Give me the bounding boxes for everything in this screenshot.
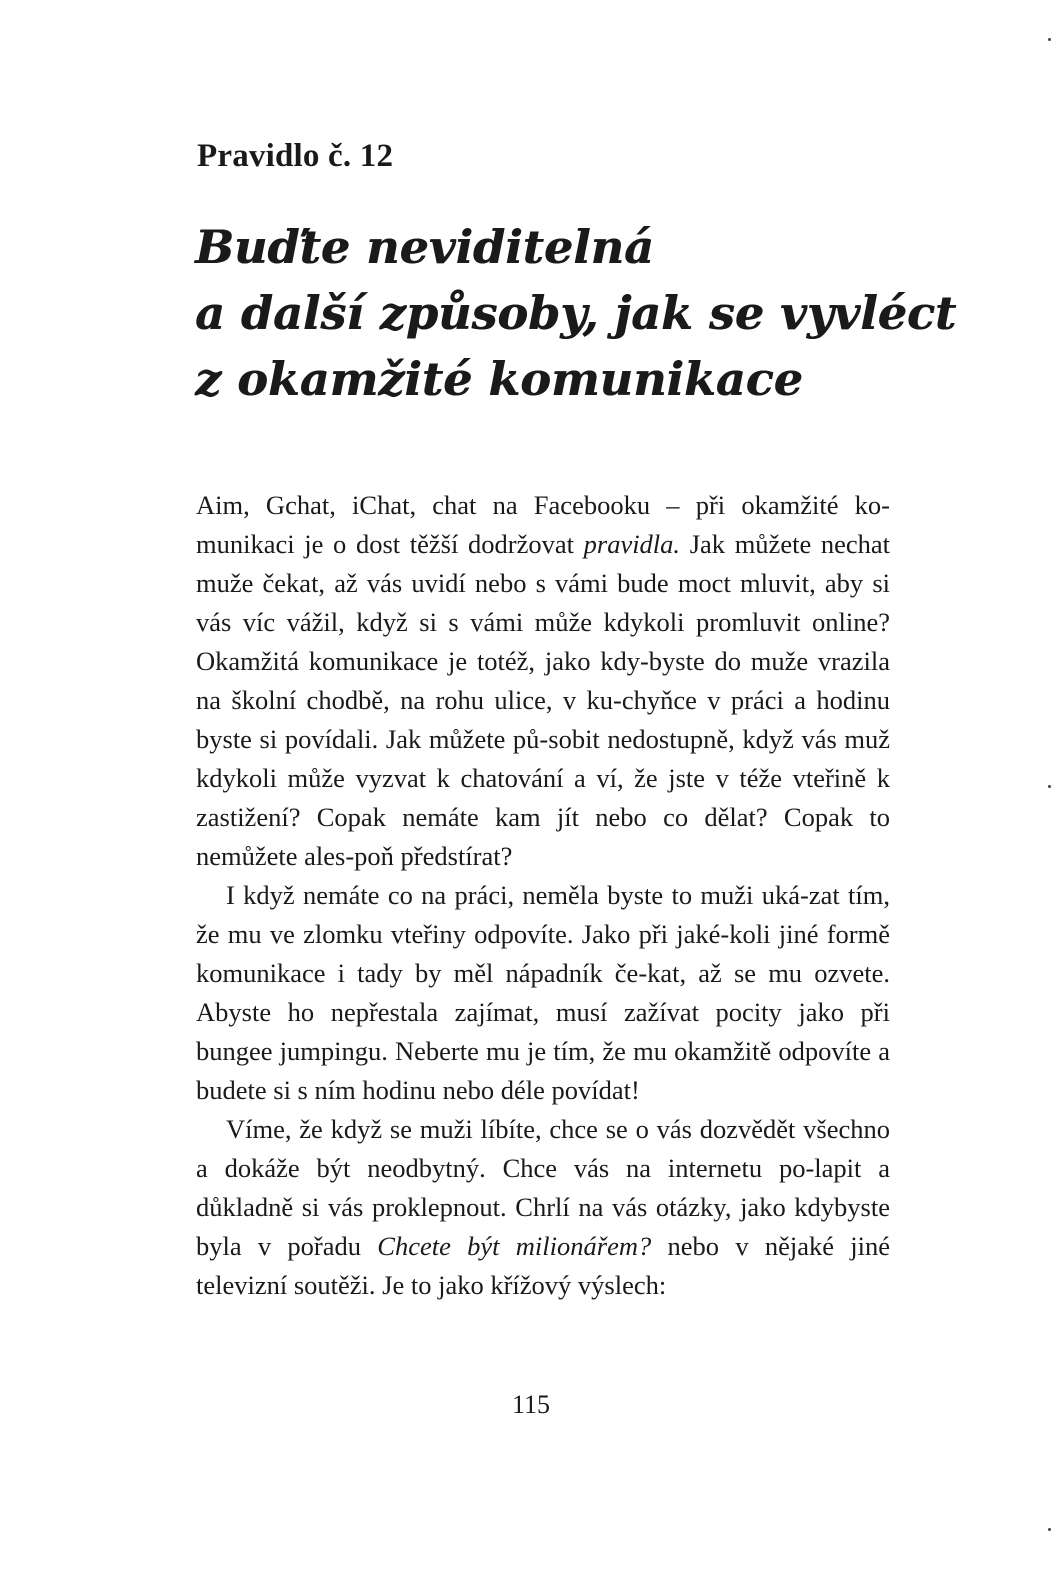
scan-dot — [1048, 38, 1051, 41]
page-number: 115 — [511, 1390, 551, 1419]
paragraph-1-emphasis: pravidla. — [583, 529, 681, 559]
rule-label: Pravidlo č. 12 — [197, 138, 394, 174]
paragraph-3-emphasis: Chcete být milionářem? — [377, 1231, 652, 1261]
paragraph-1-text-a: Aim, Gchat, iChat, chat na Facebooku – při okamžité ko-munikaci je o dost těžší dodržovat — [196, 490, 890, 559]
chapter-title-line: Buďte neviditelná — [195, 220, 654, 274]
scan-dot — [1048, 1528, 1051, 1531]
scan-dot — [1048, 785, 1051, 788]
paragraph-1 — [196, 486, 890, 876]
paragraph-3-text-a: Víme, že když se muži líbíte, chce se o vás dozvědět všechno a dokáže být neodbytný. Chce vás na internetu po-lapit a důkladně si vás proklepnout. Chrlí na vás otázky, jako kdybyste byla v pořadu — [196, 1114, 890, 1261]
chapter-title — [195, 214, 957, 412]
paragraph-3-text-b: nebo v nějaké jiné televizní soutěži. Je to jako křížový výslech: — [196, 1231, 891, 1300]
chapter-title-line: z okamžité komunikace — [195, 352, 803, 406]
chapter-title-line: a další způsoby, jak se vyvléct — [195, 286, 957, 340]
paragraph-3 — [196, 1110, 890, 1305]
paragraph-2: I když nemáte co na práci, neměla byste to muži uká-zat tím, že mu ve zlomku vteřiny odpovíte. Jako při jaké-koli jiné formě komunikace i tady by měl nápadník če-kat, až se mu ozvete. Abyste ho nepřestala zajímat, musí zažívat pocity jako při bungee jumpingu. Neberte mu je tím, že mu okamžitě odpovíte a budete si s ním hodinu nebo déle povídat! — [196, 880, 890, 1105]
body-text — [196, 486, 890, 1305]
paragraph-1-text-b: Jak můžete nechat muže čekat, až vás uvidí nebo s vámi bude moct mluvit, aby si vás víc vážil, když si s vámi může kdykoli promluvit online? Okamžitá komunikace je totéž, jako kdy-byste do muže vrazila na školní chodbě, na rohu ulice, v ku-chyňce v práci a hodinu byste si povídali. Jak můžete pů-sobit nedostupně, když vás muž kdykoli může vyzvat k chatování a ví, že jste v téže vteřině k zastižení? Copak nemáte kam jít nebo co dělat? Copak to nemůžete ales-poň předstírat? — [196, 529, 891, 871]
